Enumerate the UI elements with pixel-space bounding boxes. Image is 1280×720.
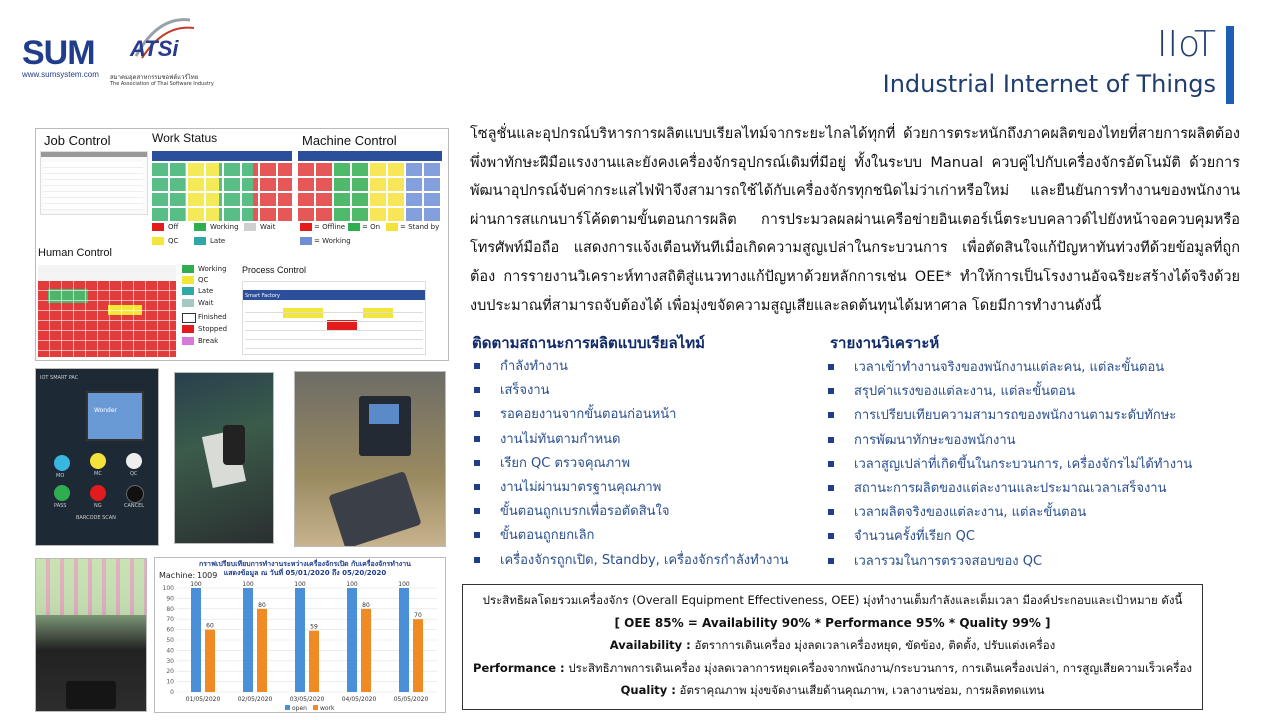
- analytics-item: เวลาสูญเปล่าที่เกิดขึ้นในกระบวนการ, เครื่องจักรไม่ได้ทำงาน: [824, 453, 1192, 477]
- chart-bar-work: [257, 609, 267, 692]
- realtime-list: [470, 355, 789, 573]
- chart-y-tick: 10: [166, 678, 174, 686]
- quality-label: Quality :: [620, 683, 676, 697]
- chart-x-tick: 04/05/2020: [341, 696, 377, 703]
- chart-bar-open: [347, 588, 357, 692]
- analytics-title: รายงานวิเคราะห์: [830, 334, 940, 352]
- device-button-mc[interactable]: [90, 453, 106, 469]
- job-control-table: [40, 151, 148, 215]
- device-button-qc[interactable]: [126, 453, 142, 469]
- chart-legend-swatch: [285, 705, 290, 710]
- chart-bar-work: [413, 619, 423, 692]
- chart-bar-open: [399, 588, 409, 692]
- title-accent-bar: [1226, 26, 1234, 104]
- chart-bar-open: [191, 588, 201, 692]
- realtime-item: เครื่องจักรถูกเปิด, Standby, เครื่องจักรกำลังทำงาน: [470, 549, 789, 573]
- sum-logo-text: SUM: [22, 34, 95, 72]
- chart-data-label: 100: [346, 581, 358, 588]
- chart-y-tick: 100: [162, 585, 174, 592]
- chart-y-tick: 90: [166, 595, 174, 603]
- chart-y-tick: 20: [166, 668, 174, 676]
- performance-text: ประสิทธิภาพการเดินเครื่อง มุ่งลดเวลาการหยุดเครื่องจากพนักงาน/กระบวนการ, การเดินเครื่องเปล่า, การสูญเสียความเร็วเครื่อง: [568, 660, 1192, 675]
- chart-y-tick: 50: [166, 637, 174, 644]
- chart-data-label: 100: [398, 581, 410, 588]
- chart-data-label: 70: [414, 612, 422, 620]
- process-control-table: Smart Factory: [242, 281, 426, 355]
- chart-legend-label: open: [292, 705, 307, 712]
- availability-label: Availability :: [609, 638, 691, 652]
- chart-y-tick: 40: [166, 647, 174, 655]
- device-screen: Wonder: [86, 391, 144, 441]
- chart-data-label: 100: [190, 581, 202, 588]
- human-control-grid: [38, 265, 176, 357]
- realtime-title: ติดตามสถานะการผลิตแบบเรียลไทม์: [472, 334, 705, 352]
- oee-bar-chart: [154, 557, 446, 713]
- oee-quality: [463, 679, 1202, 702]
- iot-device-photo: IOT SMART PAC Wonder MO MC QC PASS NG CANCEL BARCODE SCAN: [35, 368, 159, 546]
- chart-x-tick: 02/05/2020: [237, 696, 273, 703]
- process-control-heading: Process Control: [242, 265, 307, 275]
- realtime-item: เสร็จงาน: [470, 379, 789, 403]
- chart-y-tick: 60: [166, 626, 174, 634]
- chart-svg: [155, 558, 445, 712]
- chart-bar-open: [243, 588, 253, 692]
- realtime-item: รอคอยงานจากขั้นตอนก่อนหน้า: [470, 403, 789, 427]
- human-control-heading: Human Control: [38, 247, 112, 259]
- chart-bar-work: [361, 609, 371, 692]
- page-title: IIoT: [1156, 24, 1216, 65]
- machine-install-photo: [294, 371, 446, 547]
- job-control-heading: Job Control: [44, 133, 111, 148]
- oee-availability: [463, 634, 1202, 657]
- device-button-mo[interactable]: [54, 455, 70, 471]
- chart-machine-label: Machine:: [159, 571, 196, 580]
- analytics-item: เวลาผลิตจริงของแต่ละงาน, แต่ละขั้นตอน: [824, 501, 1192, 525]
- realtime-item: เรียก QC ตรวจคุณภาพ: [470, 452, 789, 476]
- chart-data-label: 80: [258, 601, 266, 609]
- chart-data-label: 100: [242, 581, 254, 588]
- analytics-item: เวลารวมในการตรวจสอบของ QC: [824, 550, 1192, 574]
- sum-logo: [22, 36, 99, 79]
- chart-data-label: 100: [294, 581, 306, 588]
- analytics-item: สรุปค่าแรงของแต่ละงาน, แต่ละขั้นตอน: [824, 380, 1192, 404]
- chart-legend-label: work: [320, 705, 335, 712]
- realtime-item: ขั้นตอนถูกยกเลิก: [470, 524, 789, 548]
- dashboard-screenshot: Job Control Work Status Machine Control Off Working Wait QC Late = Offline = On = Stand by = Working Human Control Working QC Late Wait Finished Stopped Break Process Control Smart Factory: [35, 128, 449, 361]
- chart-bar-open: [295, 588, 305, 692]
- analytics-item: จำนวนครั้งที่เรียก QC: [824, 525, 1192, 549]
- device-button-ng[interactable]: [90, 485, 106, 501]
- chart-bar-work: [205, 630, 215, 692]
- oee-formula: [ OEE 85% = Availability 90% * Performance 95% * Quality 99% ]: [614, 615, 1051, 630]
- chart-data-label: 80: [362, 601, 370, 609]
- oee-intro: ประสิทธิผลโดยรวมเครื่องจักร (Overall Equipment Effectiveness, OEE) มุ่งทำงานเต็มกำลังและเต็มเวลา มีองค์ประกอบและเป้าหมาย ดังนี้: [482, 593, 1183, 607]
- chart-x-tick: 01/05/2020: [185, 696, 221, 703]
- analytics-item: การพัฒนาทักษะของพนักงาน: [824, 429, 1192, 453]
- work-status-heading: Work Status: [152, 131, 218, 145]
- chart-y-tick: 30: [166, 657, 174, 665]
- chart-bar-work: [309, 631, 319, 692]
- device-button-cancel[interactable]: [126, 485, 144, 503]
- analytics-item: การเปรียบเทียบความสามารถของพนักงานตามระดับทักษะ: [824, 404, 1192, 428]
- chart-data-label: 59: [310, 623, 318, 631]
- realtime-item: งานไม่ผ่านมาตรฐานคุณภาพ: [470, 476, 789, 500]
- page-subtitle: Industrial Internet of Things: [882, 70, 1216, 98]
- chart-machine-id: 1009: [197, 571, 218, 580]
- barcode-scan-photo: [174, 372, 274, 544]
- work-status-grid: [152, 151, 292, 223]
- atsi-logo-text: ATSi: [130, 36, 179, 61]
- atsi-sub-en: The Association of Thai Software Industry: [110, 81, 214, 87]
- chart-y-tick: 0: [170, 689, 174, 696]
- atsi-sub-th: สมาคมอุตสาหกรรมซอฟต์แวร์ไทย: [110, 74, 199, 81]
- analytics-item: สถานะการผลิตของแต่ละงานและประมาณเวลาเสร็จงาน: [824, 477, 1192, 501]
- realtime-item: กำลังทำงาน: [470, 355, 789, 379]
- analytics-list: [824, 356, 1192, 574]
- availability-text: อัตราการเดินเครื่อง มุ่งลดเวลาเครื่องหยุด, ขัดข้อง, ติดตั้ง, ปรับแต่งเครื่อง: [694, 638, 1056, 652]
- chart-subtitle: แสดงข้อมูล ณ วันที่ 05/01/2020 ถึง 05/20/2020: [223, 569, 387, 577]
- realtime-item: ขั้นตอนถูกเบรกเพื่อรอตัดสินใจ: [470, 500, 789, 524]
- chart-x-tick: 03/05/2020: [289, 696, 325, 703]
- chart-y-tick: 80: [166, 605, 174, 613]
- dashboard-monitor-photo: [35, 558, 147, 712]
- intro-paragraph: โซลูชั่นและอุปกรณ์บริหารการผลิตแบบเรียลไทม์จากระยะไกลได้ทุกที่ ด้วยการตระหนักถึงภาคผลิตของไทยที่สายการผลิตต้องพึ่งพาทักษะฝีมือแรงงานและยังคงเครื่องจักรอุปกรณ์เดิมที่มีอยู่ ทั้งในระบบ Manual ควบคู่ไปกับเครื่องจักรอัตโนมัติ ด้วยการพัฒนาอุปกรณ์จับค่ากระแสไฟฟ้าจึงสามารถใช้ได้กับเครื่องจักรทุกชนิดไม่ว่าเก่าหรือใหม่ และยืนยันการทำงานของพนักงานผ่านการสแกนบาร์โค้ดตามขั้นตอนการผลิต การประมวลผลผ่านเครือข่ายอินเตอร์เน็ตระบบคลาวด์ไปยังหน้าจอควบคุมหรือโทรศัพท์มือถือ แสดงการแจ้งเตือนทันทีเมื่อเกิดความสูญเปล่าในกระบวนการ เพื่อตัดสินใจแก้ปัญหาทันท่วงทีด้วยข้อมูลที่ถูกต้อง การรายงานวิเคราะห์ทางสถิติสู่แนวทางแก้ปัญหาด้วยหลักการเช่น OEE* ทำให้การเป็นโรงงานอัจฉริยะสร้างได้จริงด้วยงบประมาณที่สามารถจับต้องได้ เพื่อมุ่งขจัดความสูญเสียและลดต้นทุนได้มหาศาล โดยมีการทำงานดังนี้: [470, 126, 1240, 314]
- atsi-logo: [110, 14, 214, 94]
- analytics-item: เวลาเข้าทำงานจริงของพนักงานแต่ละคน, แต่ละขั้นตอน: [824, 356, 1192, 380]
- machine-control-heading: Machine Control: [302, 133, 397, 148]
- device-button-pass[interactable]: [54, 485, 70, 501]
- sum-logo-url: www.sumsystem.com: [22, 70, 99, 79]
- quality-text: อัตราคุณภาพ มุ่งขจัดงานเสียด้านคุณภาพ, เวลางานซ่อม, การผลิตทดแทน: [679, 683, 1045, 697]
- chart-data-label: 60: [206, 622, 214, 630]
- machine-control-grid: [298, 151, 442, 223]
- chart-legend-swatch: [313, 705, 318, 710]
- chart-title: กราฟเปรียบเทียบการทำงานระหว่างเครื่องจักรเปิด กับเครื่องจักรทำงาน: [199, 560, 411, 568]
- realtime-item: งานไม่ทันตามกำหนด: [470, 428, 789, 452]
- chart-y-tick: 70: [166, 616, 174, 624]
- oee-box: [462, 584, 1203, 710]
- chart-x-tick: 05/05/2020: [393, 696, 429, 703]
- performance-label: Performance :: [473, 660, 565, 675]
- oee-performance: [463, 657, 1202, 680]
